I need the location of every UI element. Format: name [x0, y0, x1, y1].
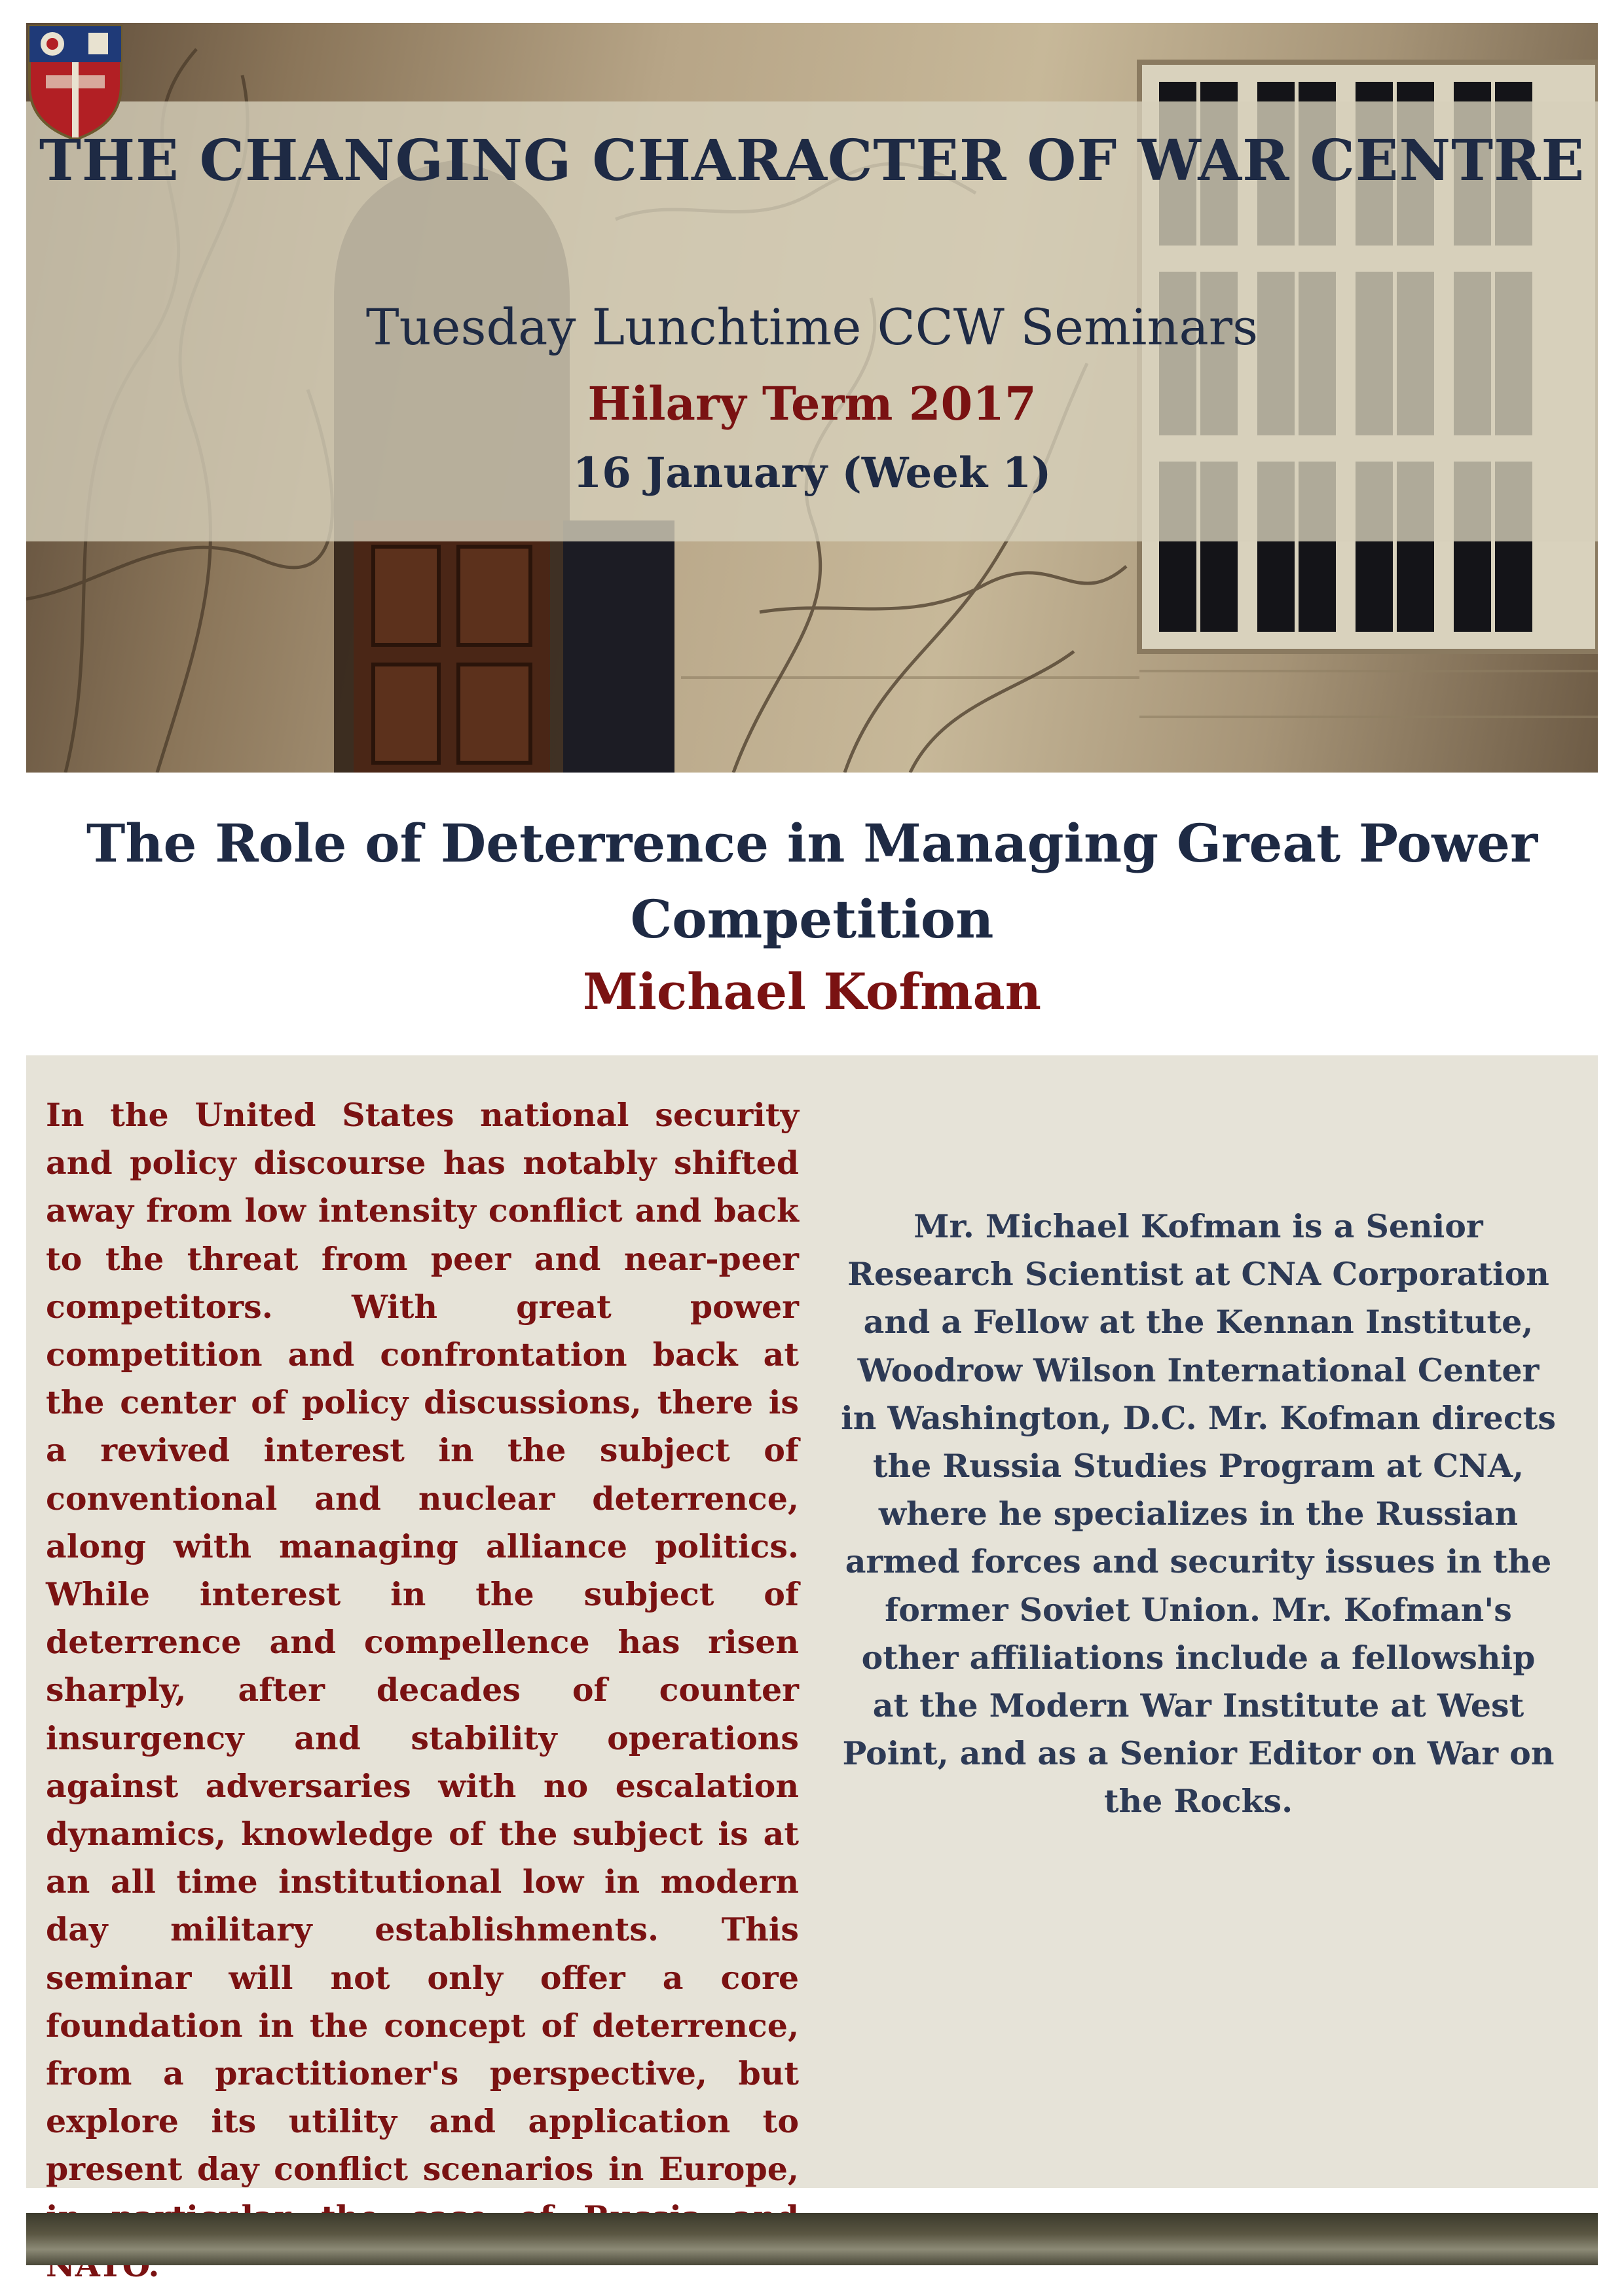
header-photo [26, 23, 1598, 773]
term-label: Hilary Term 2017 [587, 376, 1037, 431]
speaker-bio: Mr. Michael Kofman is a Senior Research Scientist at CNA Corporation and a Fellow at the Kennan Institute, Woodrow Wilson International Center in Washington, D.C. Mr. Kofman directs the Russia Studies Program at CNA, where he specializes in the Russian armed forces and security issues in the former Soviet Union. Mr. Kofman's other affiliations include a fellowship at the Modern War Institute at West Point, and as a Senior Editor on War on the Rocks. [841, 1207, 1556, 1821]
talk-abstract: In the United States national security and policy discourse has notably shifted away from low intensity conflict and back to the threat from peer and near-peer competitors. With great power competition and confrontation back at the center of policy discussions, there is a revived interest in the subject of conventional and nuclear deterrence, along with managing alliance politics. While interest in the subject of deterrence and compellence has risen sharply, after decades of counter insurgency and stability operations against adversaries with no escalation dynamics, knowledge of the subject is at an all time institutional low in modern day military establishments. This seminar will not only offer a core foundation in the concept of deterrence, from a practitioner's perspective, but explore its utility and application to present day conflict scenarios in Europe, [46, 1096, 799, 2189]
seminar-series: Tuesday Lunchtime CCW Seminars [365, 298, 1259, 356]
speaker-name: Michael Kofman [582, 962, 1042, 1021]
centre-title: THE CHANGING CHARACTER OF WAR CENTRE [39, 128, 1585, 194]
college-crest-icon [26, 23, 124, 141]
seminar-date: 16 January (Week 1) [572, 448, 1052, 498]
footer-photo-strip [26, 2213, 1598, 2265]
content-panel [26, 1055, 1598, 2188]
talk-title: The Role of Deterrence in Managing Great Power Competition [86, 812, 1538, 950]
